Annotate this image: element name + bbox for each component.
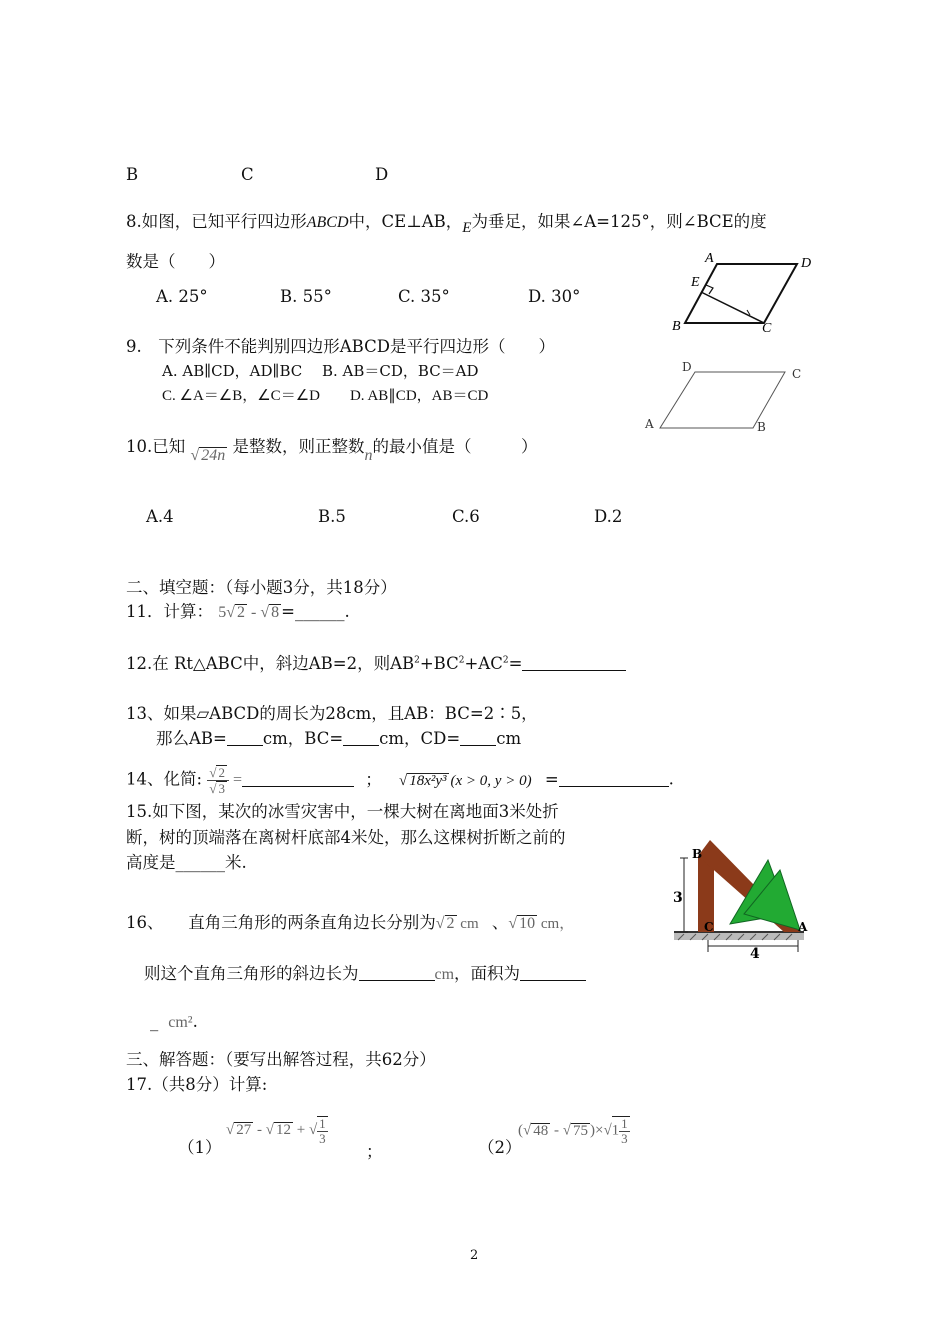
prev-option-b: B: [126, 165, 139, 184]
q15-fig-label-c: C: [704, 920, 714, 934]
q10-option-d: D.2: [594, 507, 623, 526]
prev-option-d: D: [375, 165, 389, 184]
q8-fig-label-e: E: [691, 275, 700, 290]
q8-option-c: C. 35°: [398, 287, 450, 306]
q8-stem-line1: 8.如图，已知平行四边形ABCD中，CE⊥AB，E为垂足，如果∠A=125°，则∠BCE的度: [126, 212, 767, 236]
q14-line: 14、化简: $\frac{√ 2}{√ 3}$ = ； √ 18x²y³ (x > 0, y > 0) = .: [126, 765, 674, 796]
q16-blank-hypotenuse: [359, 966, 435, 981]
q13-blank-cd: [460, 731, 496, 746]
q10-option-c: C.6: [452, 507, 480, 526]
q15-fig-label-width: 4: [750, 946, 760, 962]
q9-fig-label-c: C: [792, 367, 802, 381]
q16-leg1: √ 2 cm: [435, 915, 479, 932]
q12-line: 12.在 Rt△ABC中，斜边AB=2，则$AB^2+BC^2+AC^2=$: [126, 654, 626, 674]
q10-sqrt-expr: √ 24n: [190, 447, 226, 464]
q9-fig-label-a: A: [645, 417, 654, 431]
q15-broken-tree-figure: [668, 834, 818, 962]
q16-line1: 16、 直角三角形的两条直角边长分别为√ 2 cm 、√ 10 cm，: [126, 913, 575, 932]
q12-answer-blank: [522, 656, 626, 671]
q9-parallelogram-figure: [640, 358, 810, 438]
q15-fig-label-height: 3: [673, 890, 683, 906]
q17-part1-expression: √ 27 - √ 12 + √ $\frac{1}{3}$: [226, 1116, 326, 1146]
q8-option-d: D. 30°: [528, 287, 581, 306]
section2-title: 二、填空题：（每小题3分，共18分）: [126, 578, 397, 597]
q11-line: 11．计算： 5√ 2 - √ 8 =______.: [126, 602, 350, 621]
q10-stem: 10.已知 √ 24n 是整数，则正整数n的最小值是（ ）: [126, 437, 538, 464]
q9-stem: 9. 下列条件不能判别四边形ABCD是平行四边形（ ）: [126, 337, 555, 356]
q9-options-row1: A. AB∥CD，AD∥BC B. AB＝CD，BC＝AD: [162, 362, 479, 380]
q15-line1: 15.如下图，某次的冰雪灾害中，一棵大树在离地面3米处折: [126, 802, 559, 821]
q13-line2: 那么AB= cm，BC= cm，CD= cm: [156, 729, 522, 748]
q16-line2: 则这个直角三角形的斜边长为 cm，面积为: [144, 964, 586, 984]
q9-fig-label-d: D: [682, 360, 692, 374]
q13-blank-bc: [343, 731, 379, 746]
q17-part2-expression: (√ 48 - √ 75 )×√1 $\frac{1}{3}$: [518, 1116, 628, 1146]
q15-fig-label-b: B: [692, 847, 703, 861]
q8-stem-line2: 数是（ ）: [126, 252, 225, 271]
q8-option-b: B. 55°: [280, 287, 332, 306]
q14-fraction: $\frac{√ 2}{√ 3}$: [207, 765, 229, 795]
q8-fig-label-d: D: [801, 256, 812, 271]
q14-blank-1: [242, 772, 354, 787]
q9-options-row2: C. ∠A＝∠B，∠C＝∠D D. AB∥CD，AB＝CD: [162, 388, 489, 404]
q8-fig-label-a: A: [705, 251, 714, 266]
q15-line3: 高度是______米.: [126, 853, 247, 872]
q9-fig-label-b: B: [757, 420, 766, 434]
q15-line2: 断，树的顶端落在离树杆底部4米处，那么这棵树折断之前的: [126, 828, 566, 847]
q10-option-a: A.4: [146, 507, 174, 526]
q11-expression: 5√ 2 - √ 8: [218, 604, 280, 621]
q16-blank-area: [520, 966, 586, 981]
q8-fig-label-b: B: [672, 319, 681, 334]
q14-blank-2: [559, 772, 669, 787]
q16-leg2: √ 10 cm，: [508, 915, 575, 932]
section3-title: 三、解答题：（要写出解答过程，共62分）: [126, 1050, 436, 1069]
q10-option-b: B.5: [318, 507, 346, 526]
q17-title: 17.（共8分）计算:: [126, 1075, 268, 1094]
page-number: 2: [470, 1248, 479, 1263]
q15-fig-label-a: A: [798, 920, 808, 934]
q8-option-a: A. 25°: [156, 287, 208, 306]
q13-line1: 13、如果▱ABCD的周长为28cm，且AB：BC=2∶5，: [126, 704, 538, 723]
q13-blank-ab: [227, 731, 263, 746]
q14-sqrt-expr: √ 18x²y³ (x > 0, y > 0): [398, 772, 532, 789]
q16-line3: _ cm².: [150, 1012, 198, 1031]
q8-parallelogram-figure: [665, 248, 825, 338]
prev-option-c: C: [241, 165, 254, 184]
q8-fig-label-c: C: [762, 321, 772, 336]
